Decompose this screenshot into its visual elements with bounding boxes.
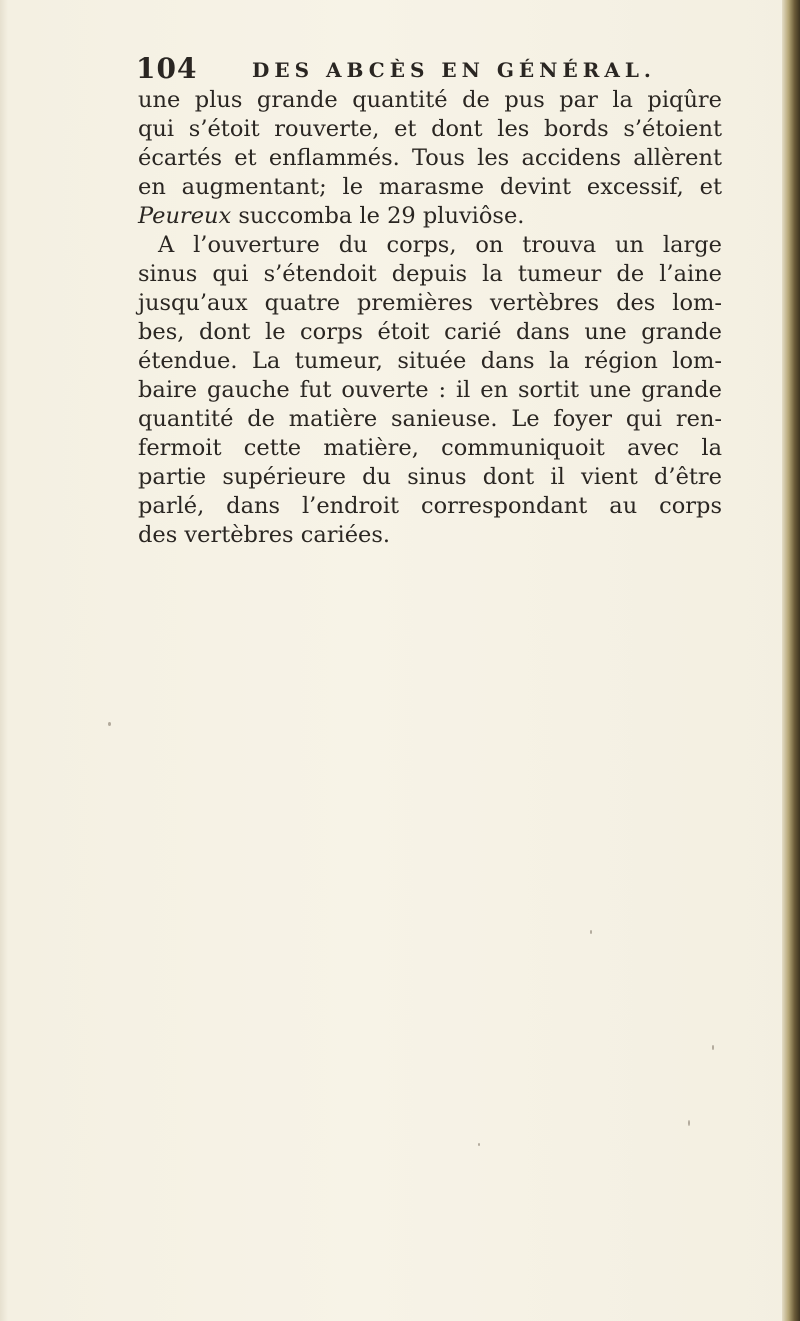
- text-line: quantité de matière sanieuse. Le foyer qui ren-: [138, 406, 722, 432]
- print-speck: [712, 1045, 714, 1050]
- text-line: en augmentant; le marasme devint excessif, et: [138, 174, 722, 200]
- text-line: A l’ouverture du corps, on trouva un large: [158, 232, 722, 258]
- page-number: 104: [136, 52, 198, 85]
- text-line: partie supérieure du sinus dont il vient d’être: [138, 464, 722, 490]
- body-text: [138, 86, 722, 550]
- text-line: qui s’étoit rouverte, et dont les bords s’étoient: [138, 116, 722, 142]
- binding-edge: [782, 0, 800, 1321]
- italic-name: Peureux: [138, 203, 232, 229]
- page-left-edge: [0, 0, 8, 1321]
- print-speck: [590, 930, 592, 934]
- text-line: [138, 202, 722, 231]
- print-speck: [478, 1143, 480, 1146]
- print-speck: [108, 722, 111, 726]
- text-line-rest: succomba le 29 pluviôse.: [238, 203, 525, 229]
- text-line: sinus qui s’étendoit depuis la tumeur de l’aine: [138, 261, 722, 287]
- text-line: étendue. La tumeur, située dans la région lom-: [138, 348, 722, 374]
- text-line: fermoit cette matière, communiquoit avec la: [138, 435, 722, 461]
- text-line: parlé, dans l’endroit correspondant au corps: [138, 493, 722, 519]
- text-line: des vertèbres cariées.: [138, 522, 391, 548]
- text-line: écartés et enflammés. Tous les accidens allèrent: [138, 145, 722, 171]
- print-speck: [688, 1120, 690, 1126]
- text-line: une plus grande quantité de pus par la piqûre: [138, 87, 722, 113]
- running-title: DES ABCÈS EN GÉNÉRAL.: [252, 58, 656, 82]
- text-line: jusqu’aux quatre premières vertèbres des lom-: [138, 290, 722, 316]
- text-line: bes, dont le corps étoit carié dans une grande: [138, 319, 722, 345]
- text-line: baire gauche fut ouverte : il en sortit une grande: [138, 377, 722, 403]
